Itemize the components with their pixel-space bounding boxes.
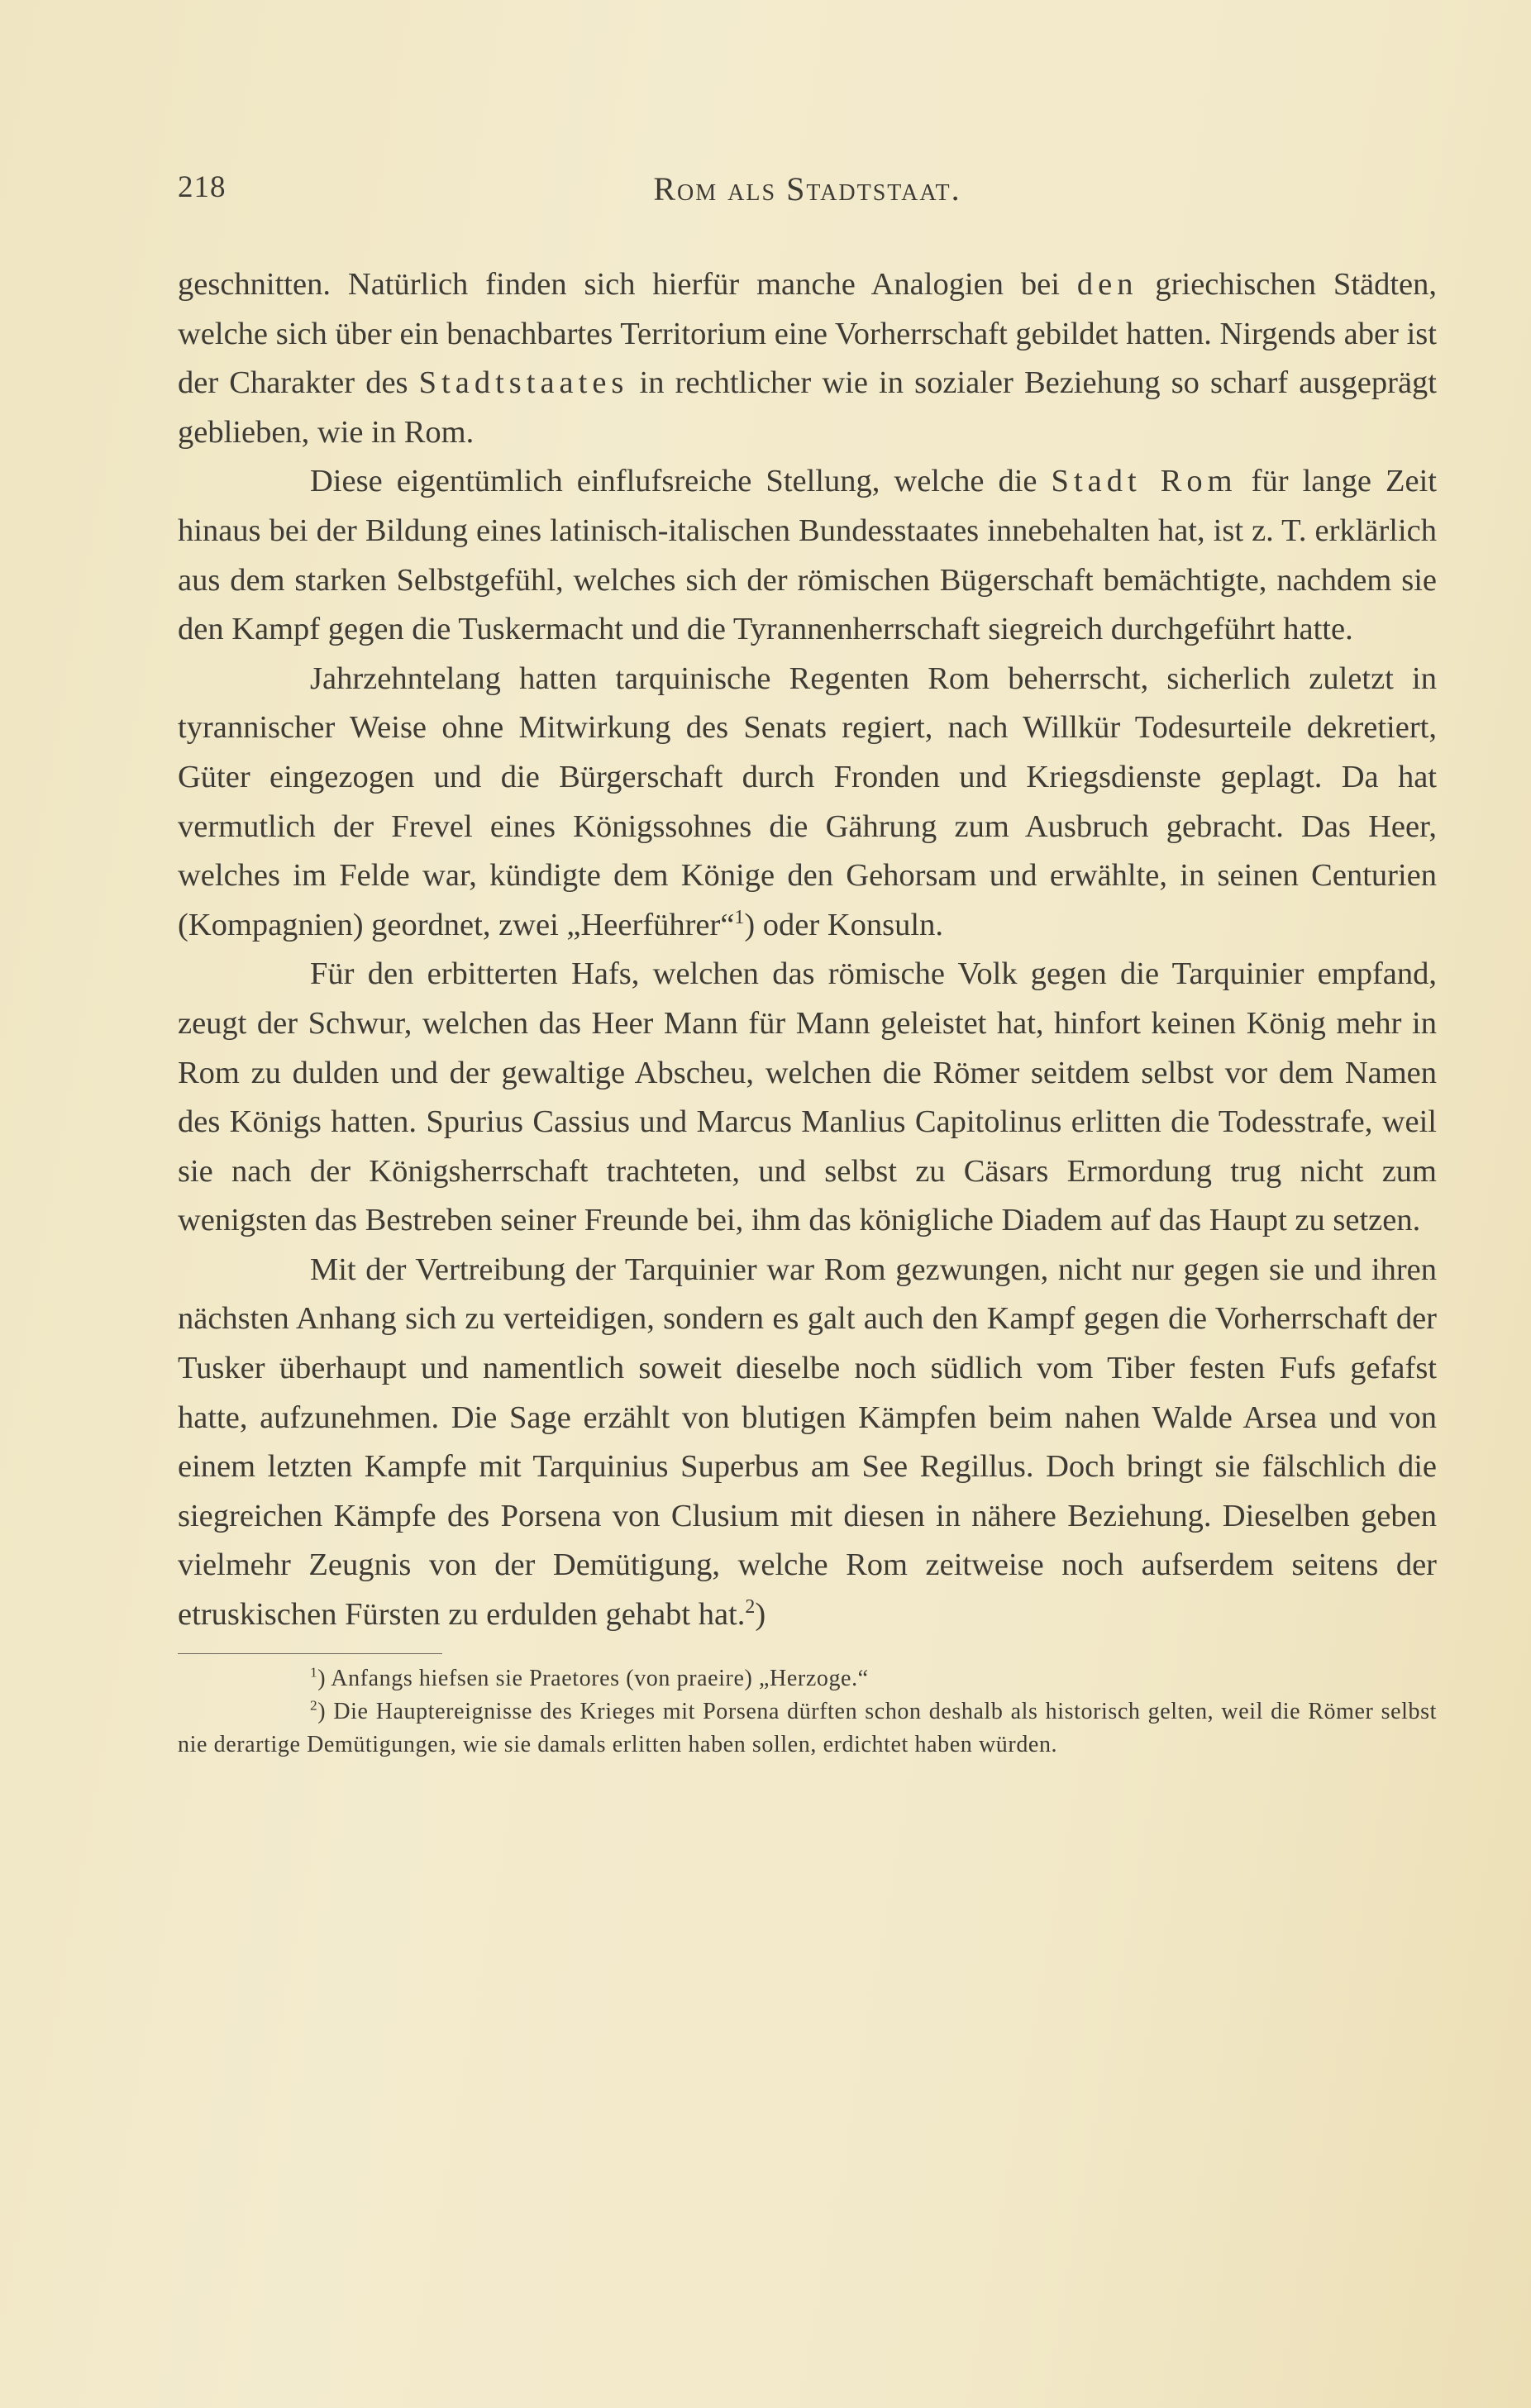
- body-text: [178, 260, 1437, 1640]
- running-head: [178, 169, 1437, 219]
- paragraph-1: [178, 260, 1437, 457]
- text-block: [178, 169, 1437, 1762]
- footnote-reference-1[interactable]: 1: [734, 906, 745, 928]
- footnote-2-text: ) Die Hauptereignisse des Krieges mit Porsena dürften schon deshalb als historisch gelten, weil die Römer selbst nie derartige Demütigungen, wie sie damals erlitten haben sollen, erdichtet haben würden.: [178, 1698, 1437, 1757]
- page-number: 218: [178, 170, 227, 204]
- paragraph-2: [178, 457, 1437, 654]
- paragraph-3-text-b: ) oder Konsuln.: [744, 907, 943, 942]
- footnote-1: [178, 1662, 1437, 1695]
- paragraph-3-text-a: Jahrzehntelang hatten tarquinische Regenten Rom beherrscht, sicherlich zuletzt in tyrannischer Weise ohne Mitwirkung des Senats regiert, nach Willkür Todesurteile dekretiert, Güter eingezogen und die Bürgerschaft durch Fronden und Kriegsdienste geplagt. Da hat vermutlich der Frevel eines Königssohnes die Gährung zum Ausbruch gebracht. Das Heer, welches im Felde war, kündigte dem Könige den Gehorsam und erwählte, in seinen Centurien (Kompagnien) geordnet, zwei „Heerführer“: [178, 660, 1437, 942]
- paragraph-5: [178, 1246, 1437, 1640]
- paragraph-5-text-a: Mit der Vertreibung der Tarquinier war Rom gezwungen, nicht nur gegen sie und ihren nächsten Anhang sich zu verteidigen, sondern es galt auch den Kampf gegen die Vorherrschaft der Tusker überhaupt und namentlich soweit dieselbe noch südlich vom Tiber festen Fufs gefafst hatte, aufzunehmen. Die Sage erzählt von blutigen Kämpfen beim nahen Walde Arsea und von einem letzten Kampfe mit Tarquinius Superbus am See Regillus. Doch bringt sie fälschlich die siegreichen Kämpfe des Porsena von Clusium mit diesen in nähere Beziehung. Dieselben geben vielmehr Zeugnis von der Demütigung, welche Rom zeitweise noch aufserdem seitens der etruskischen Fürsten zu erdulden gehabt hat.: [178, 1252, 1437, 1633]
- paragraph-2-text-a: Diese eigentümlich einflufsreiche Stellung, welche die: [310, 464, 1052, 499]
- footnote-divider: [178, 1653, 442, 1654]
- paragraph-4: Für den erbitterten Hafs, welchen das römische Volk gegen die Tarquinier empfand, zeugt der Schwur, welchen das Heer Mann für Mann geleistet hat, hinfort keinen König mehr in Rom zu dulden und der gewaltige Abscheu, welchen die Römer seitdem selbst vor dem Namen des Königs hatten. Spurius Cassius und Marcus Manlius Capitolinus erlitten die Todesstrafe, weil sie nach der Königsherrschaft trachteten, und selbst zu Cäsars Ermordung trug nicht zum wenigsten das Bestreben seiner Freunde bei, ihm das königliche Diadem auf das Haupt zu setzen.: [178, 956, 1437, 1238]
- footnote-2: [178, 1695, 1437, 1762]
- footnote-1-mark: 1: [310, 1664, 318, 1681]
- paragraph-1-text-c: griechischen Städten, welche sich über ein benachbartes Territorium eine Vorherrschaft gebildet hatten. Nirgends aber ist der Charakter des: [178, 267, 1438, 401]
- paragraph-1-emphasis-den: den: [1076, 267, 1138, 302]
- paragraph-1-text-a: geschnitten. Natürlich finden sich hierfür manche Analogien bei: [178, 267, 1077, 302]
- running-title: Rom als Stadtstaat.: [653, 170, 961, 207]
- paragraph-1-text-e: in rechtlicher wie in sozialer Beziehung so scharf ausgeprägt geblieben, wie in Rom.: [178, 365, 1437, 450]
- footnote-2-mark: 2: [310, 1697, 318, 1714]
- paragraph-1-emphasis-stadtstaates: Stadtstaates: [418, 365, 629, 401]
- paragraph-3: [178, 655, 1437, 951]
- paragraph-2-text-c: für lange Zeit hinaus bei der Bildung eines latinisch-italischen Bundesstaates innebehalten hat, ist z. T. erklärlich aus dem starken Selbstgefühl, welches sich der römischen Bügerschaft bemächtigte, nachdem sie den Kampf gegen die Tuskermacht und die Tyrannenherrschaft siegreich durchgeführt hatte.: [178, 464, 1437, 647]
- footnotes: [178, 1662, 1437, 1762]
- footnote-reference-2[interactable]: 2: [745, 1596, 756, 1619]
- paragraph-5-text-b: ): [755, 1597, 766, 1633]
- paragraph-2-emphasis-stadt-rom: Stadt Rom: [1051, 464, 1238, 499]
- footnote-1-text: ) Anfangs hiefsen sie Praetores (von praeire) „Herzoge.“: [317, 1665, 869, 1691]
